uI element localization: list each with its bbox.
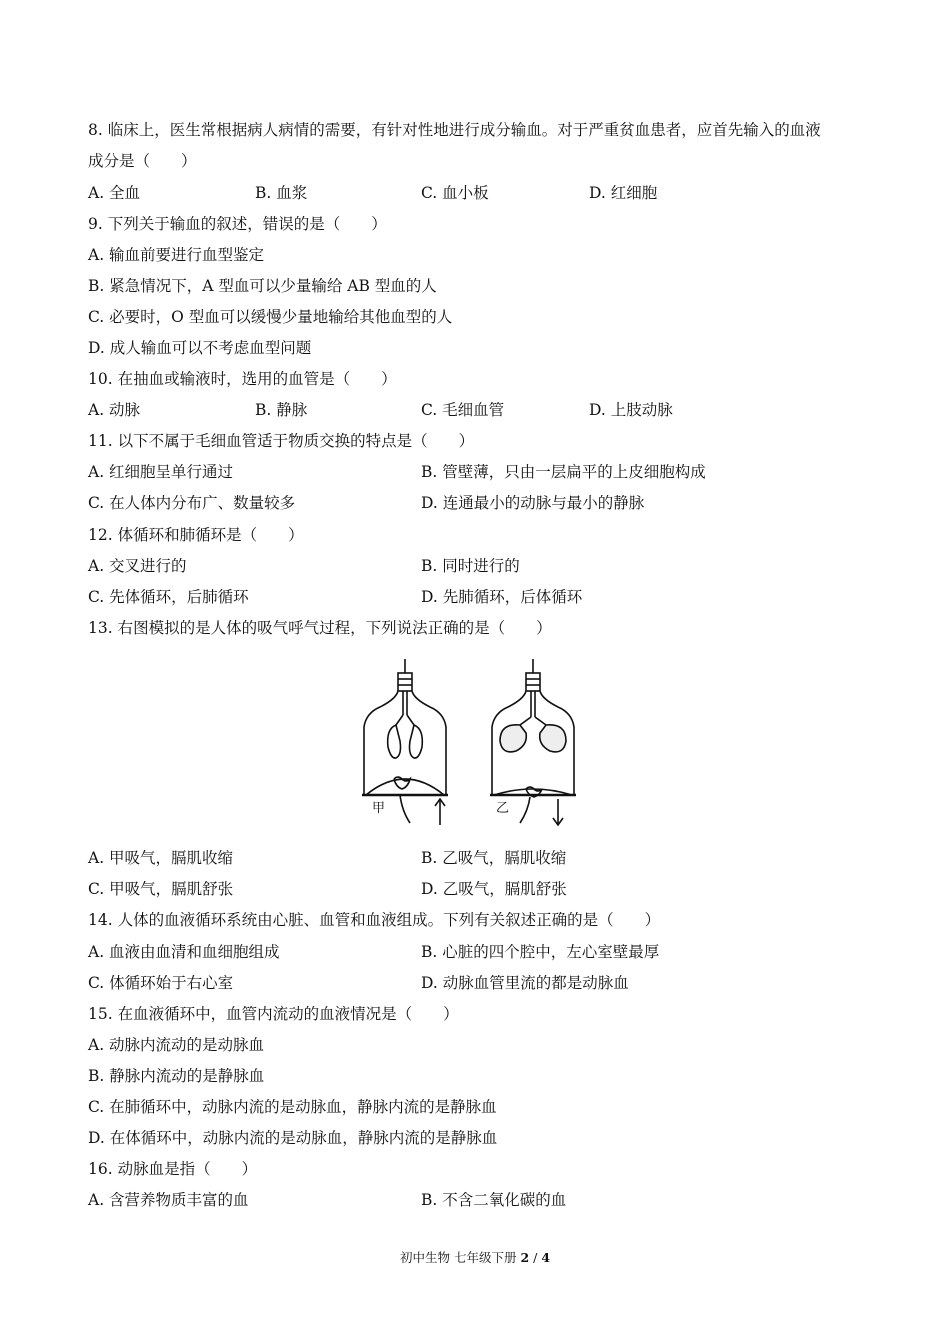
q13-option-c: C. 甲吸气，膈肌舒张	[88, 880, 234, 898]
bell-jar-lung-model-figure	[358, 655, 588, 835]
q8-option-a: A. 全血	[88, 184, 141, 202]
q9-option-a: A. 输血前要进行血型鉴定	[88, 246, 265, 264]
q12-stem: 12. 体循环和肺循环是（ ）	[88, 526, 304, 544]
q14-stem: 14. 人体的血液循环系统由心脏、血管和血液组成。下列有关叙述正确的是（ ）	[88, 911, 661, 929]
page-footer	[0, 1249, 950, 1267]
figure-label-jia: 甲	[372, 801, 386, 816]
q11-stem: 11. 以下不属于毛细血管适于物质交换的特点是（ ）	[88, 432, 475, 450]
q11-option-a: A. 红细胞呈单行通过	[88, 463, 234, 481]
q16-option-a: A. 含营养物质丰富的血	[88, 1191, 249, 1209]
q16-stem: 16. 动脉血是指（ ）	[88, 1160, 258, 1178]
q15-option-d: D. 在体循环中，动脉内流的是动脉血，静脉内流的是静脉血	[88, 1129, 498, 1147]
q9-option-b: B. 紧急情况下，A 型血可以少量输给 AB 型血的人	[88, 277, 437, 295]
q13-option-b: B. 乙吸气，膈肌收缩	[421, 849, 567, 867]
figure-label-yi: 乙	[496, 801, 510, 816]
q14-option-d: D. 动脉血管里流的都是动脉血	[421, 974, 629, 992]
q15-option-a: A. 动脉内流动的是动脉血	[88, 1036, 265, 1054]
q14-option-c: C. 体循环始于右心室	[88, 974, 234, 992]
q9-stem: 9. 下列关于输血的叙述，错误的是（ ）	[88, 215, 387, 233]
q10-option-a: A. 动脉	[88, 401, 141, 419]
q13-option-d: D. 乙吸气，膈肌舒张	[421, 880, 567, 898]
page-current: 2	[520, 1250, 530, 1265]
q12-option-c: C. 先体循环，后肺循环	[88, 588, 249, 606]
q10-option-c: C. 毛细血管	[421, 401, 505, 419]
q9-option-d: D. 成人输血可以不考虑血型问题	[88, 339, 312, 357]
q11-option-b: B. 管壁薄，只由一层扁平的上皮细胞构成	[421, 463, 706, 481]
q13-stem: 13. 右图模拟的是人体的吸气呼气过程，下列说法正确的是（ ）	[88, 619, 552, 637]
q10-option-d: D. 上肢动脉	[589, 401, 673, 419]
q10-stem: 10. 在抽血或输液时，选用的血管是（ ）	[88, 370, 397, 388]
q8-stem-cont: 成分是（ ）	[88, 152, 197, 170]
q9-option-c: C. 必要时，O 型血可以缓慢少量地输给其他血型的人	[88, 308, 453, 326]
q11-option-c: C. 在人体内分布广、数量较多	[88, 494, 296, 512]
q12-option-d: D. 先肺循环，后体循环	[421, 588, 583, 606]
footer-title: 初中生物 七年级下册	[399, 1250, 521, 1265]
q12-option-a: A. 交叉进行的	[88, 557, 187, 575]
q8-stem: 8. 临床上，医生常根据病人病情的需要，有针对性地进行成分输血。对于严重贫血患者，应首先输入的血液	[88, 121, 821, 139]
q10-option-b: B. 静脉	[255, 401, 308, 419]
q8-option-b: B. 血浆	[255, 184, 308, 202]
q15-stem: 15. 在血液循环中，血管内流动的血液情况是（ ）	[88, 1005, 459, 1023]
page-separator: /	[529, 1250, 542, 1265]
q12-option-b: B. 同时进行的	[421, 557, 520, 575]
q15-option-c: C. 在肺循环中，动脉内流的是动脉血，静脉内流的是静脉血	[88, 1098, 497, 1116]
q8-option-d: D. 红细胞	[589, 184, 658, 202]
q14-option-a: A. 血液由血清和血细胞组成	[88, 943, 280, 961]
q11-option-d: D. 连通最小的动脉与最小的静脉	[421, 494, 645, 512]
q8-option-c: C. 血小板	[421, 184, 489, 202]
page-total: 4	[541, 1250, 551, 1265]
q16-option-b: B. 不含二氧化碳的血	[421, 1191, 567, 1209]
q13-option-a: A. 甲吸气，膈肌收缩	[88, 849, 234, 867]
q14-option-b: B. 心脏的四个腔中，左心室壁最厚	[421, 943, 660, 961]
q15-option-b: B. 静脉内流动的是静脉血	[88, 1067, 265, 1085]
